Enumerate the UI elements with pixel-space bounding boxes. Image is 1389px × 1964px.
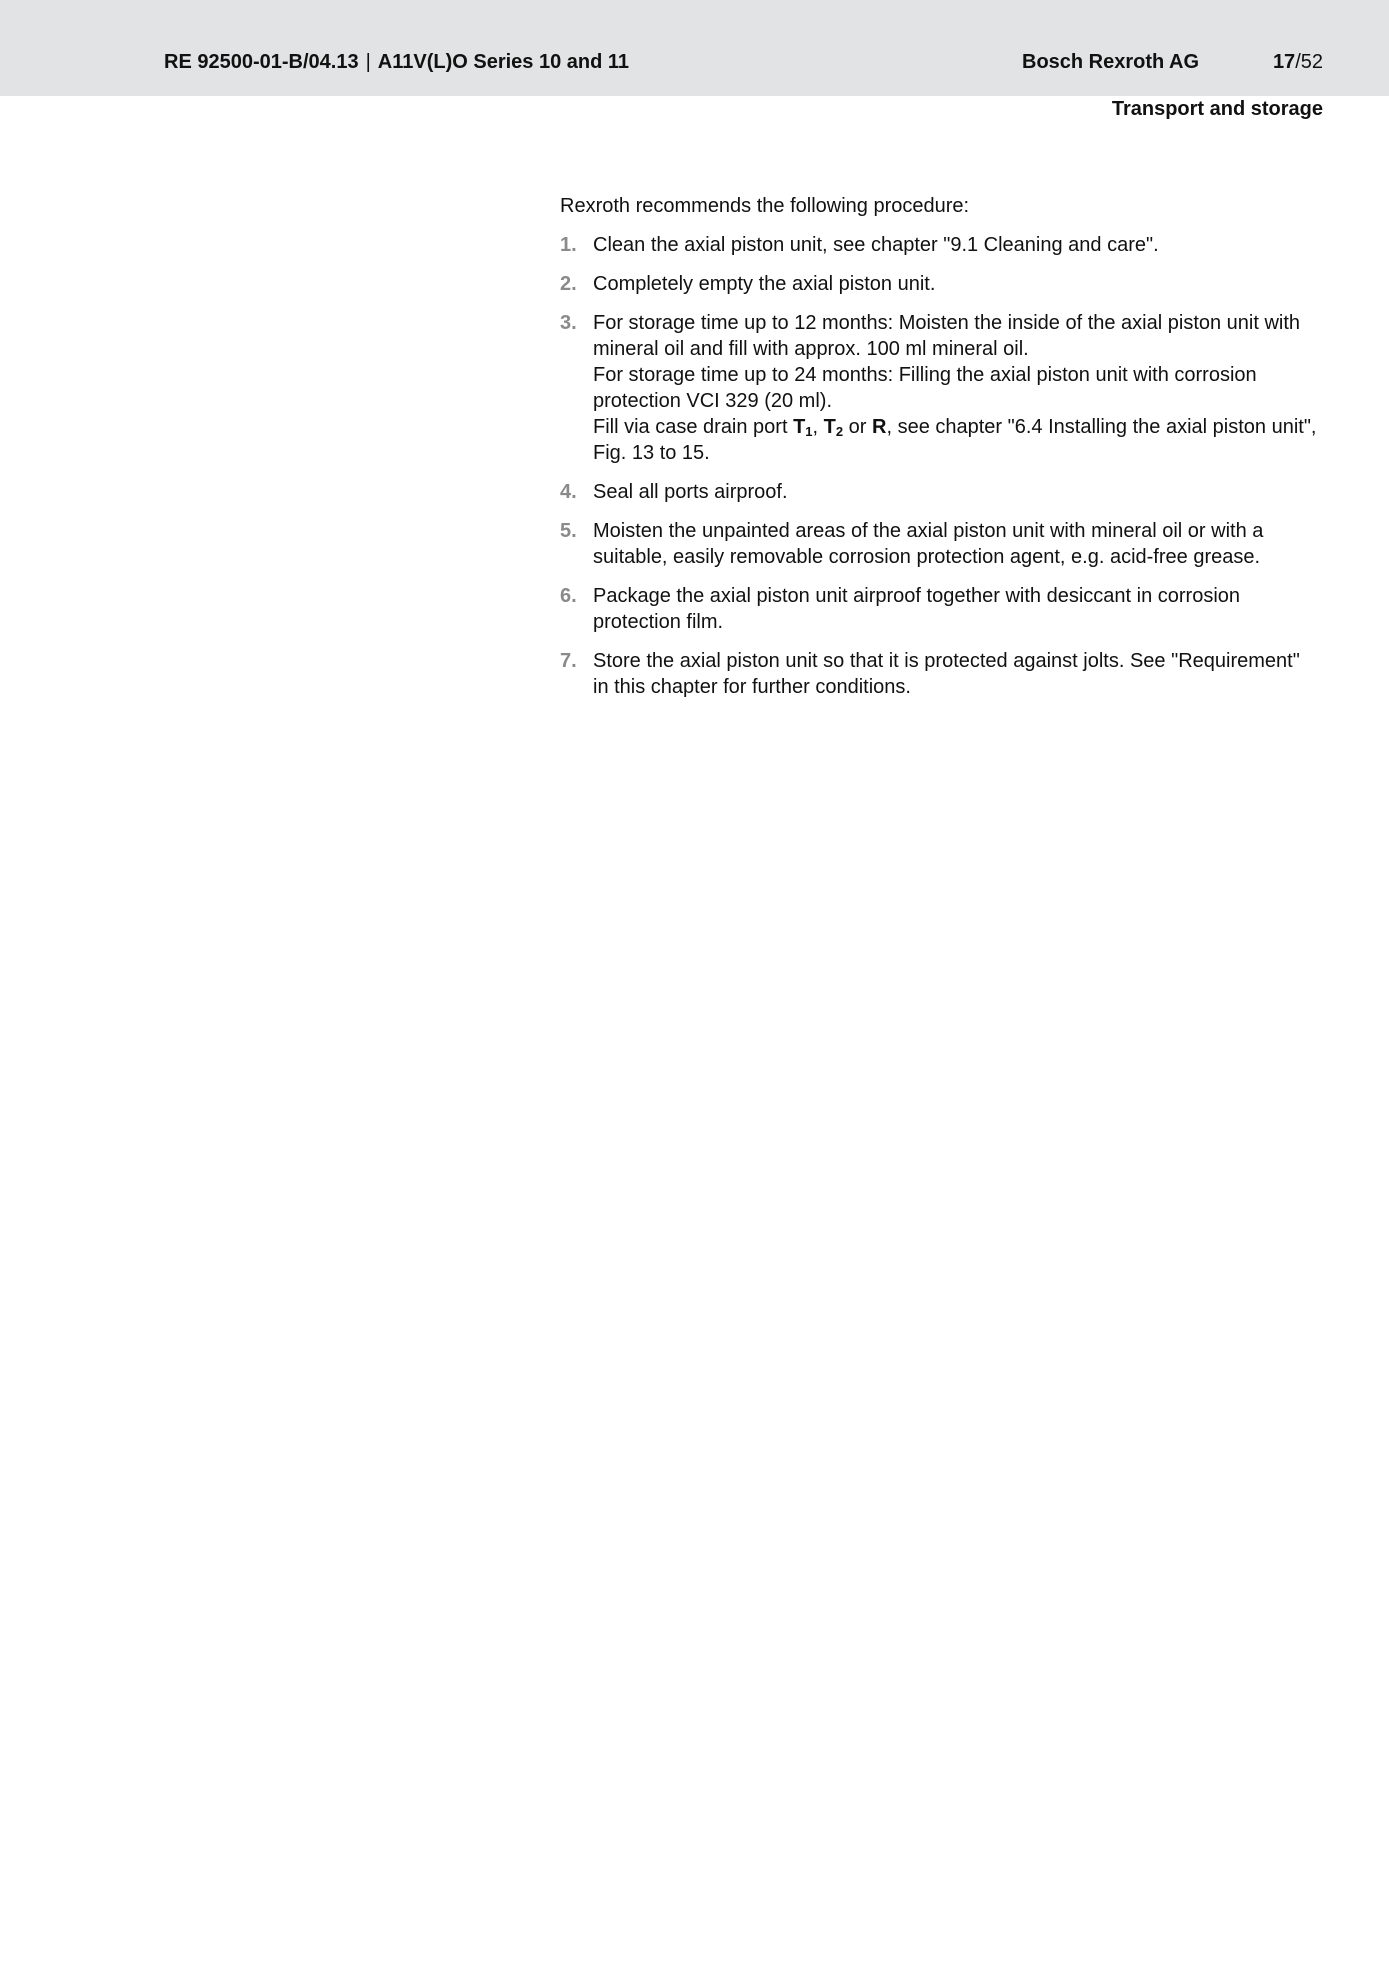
step-number: 4. — [560, 481, 577, 503]
step-number: 1. — [560, 234, 577, 256]
step-2 — [560, 271, 1320, 297]
port-t2 — [824, 416, 843, 438]
step-4 — [560, 479, 1320, 505]
step-text: Clean the axial piston unit, see chapter "9.1 Cleaning and care". — [593, 234, 1159, 256]
port-t1-subscript: 1 — [805, 424, 813, 439]
port-t2-letter: T — [823, 416, 836, 438]
fill-comma: , — [812, 416, 824, 438]
port-t2-subscript: 2 — [835, 424, 844, 439]
step-number: 2. — [560, 273, 577, 295]
fill-or: or — [843, 416, 873, 438]
step-text: Package the axial piston unit airproof together with desiccant in corrosion protection film. — [593, 585, 1241, 633]
step-number: 7. — [560, 650, 577, 672]
header-document-reference — [164, 50, 629, 74]
procedure-steps — [560, 232, 1320, 700]
step-3 — [560, 310, 1320, 466]
port-t1 — [793, 416, 812, 438]
step-text-fill-ports — [593, 414, 1320, 466]
port-r: R — [872, 416, 887, 438]
step-text: Moisten the unpainted areas of the axial piston unit with mineral oil or with a suitable, easily removable corrosion protection agent, e.g. acid-free grease. — [593, 520, 1264, 568]
procedure-content — [560, 193, 1320, 713]
step-6 — [560, 583, 1320, 635]
step-5 — [560, 518, 1320, 570]
port-t1-letter: T — [793, 416, 806, 438]
step-number: 5. — [560, 520, 577, 542]
step-number: 3. — [560, 312, 577, 334]
company-name: Bosch Rexroth AG — [1022, 51, 1200, 73]
step-7 — [560, 648, 1320, 700]
step-text: Seal all ports airproof. — [593, 481, 788, 503]
step-number: 6. — [560, 585, 577, 607]
step-text-24-months: For storage time up to 24 months: Filling the axial piston unit with corrosion protection VCI 329 (20 ml). — [593, 364, 1257, 412]
page-number — [1273, 50, 1323, 74]
step-text: Completely empty the axial piston unit. — [593, 273, 936, 295]
fill-prefix: Fill via case drain port — [593, 416, 794, 438]
page-total: /52 — [1295, 51, 1323, 73]
page-header — [0, 0, 1389, 96]
section-title: Transport and storage — [1111, 98, 1323, 120]
fill-suffix: , see chapter "6.4 Installing the axial piston unit", Fig. 13 to 15. — [593, 416, 1317, 464]
header-separator: | — [365, 51, 371, 73]
product-series: A11V(L)O Series 10 and 11 — [377, 51, 630, 73]
step-text: Store the axial piston unit so that it is protected against jolts. See "Requirement" in this chapter for further conditions. — [593, 650, 1300, 698]
step-text-12-months: For storage time up to 12 months: Moisten the inside of the axial piston unit with mineral oil and fill with approx. 100 ml mineral oil. — [593, 312, 1301, 360]
document-id: RE 92500-01-B/04.13 — [164, 51, 359, 73]
procedure-intro: Rexroth recommends the following procedure: — [560, 195, 970, 217]
page-current: 17 — [1272, 51, 1296, 73]
step-1 — [560, 232, 1320, 258]
